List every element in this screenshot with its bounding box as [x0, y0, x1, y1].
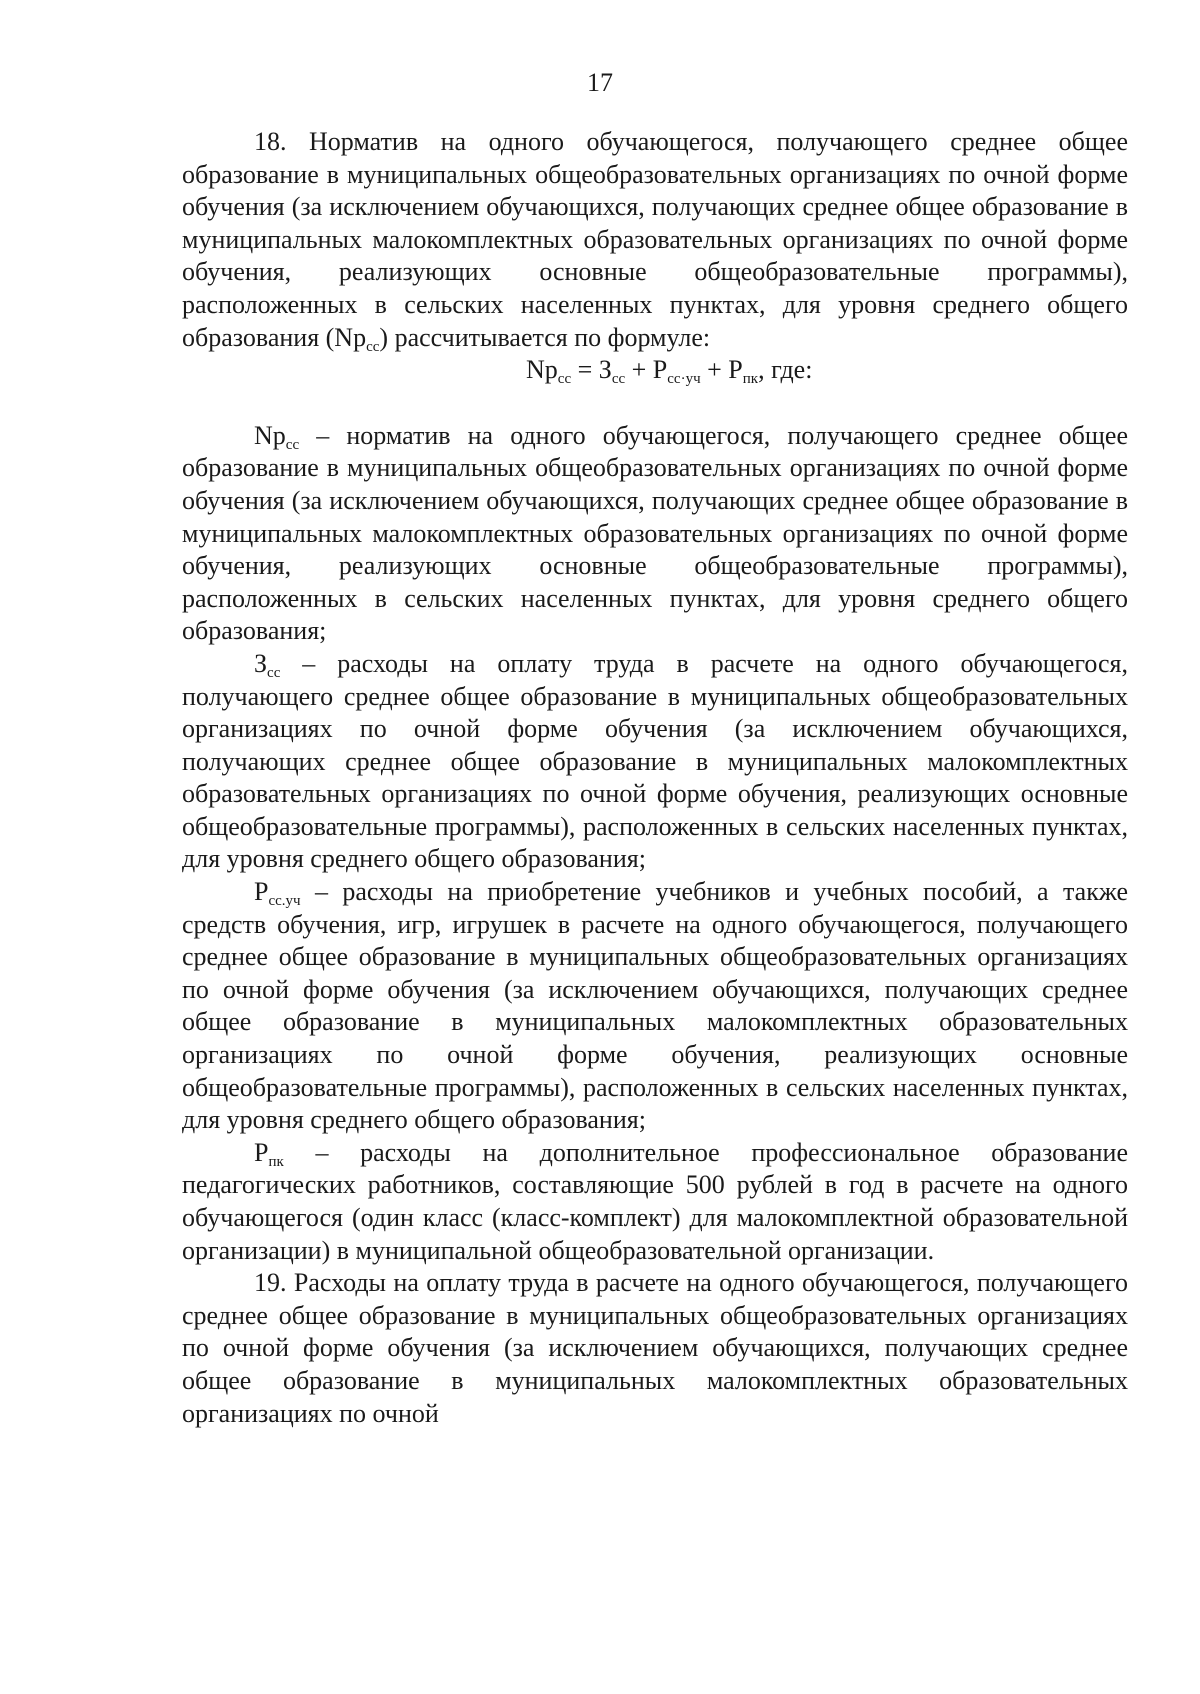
definition-subscript: сс [285, 436, 300, 453]
definition-subscript: пк [268, 1153, 284, 1170]
definition-symbol: Р [254, 877, 269, 907]
paragraph-18-text: 18. Норматив на одного обучающегося, получающего среднее общее образование в муниципальных общеобразовательных организациях по очной форме обучения (за исключением обучающихся, получающих среднее общее образование в муниципальных малокомплектных образовательных организациях по очной форме обучения, реализующих основные общеобразовательные программы), расположенных в сельских населенных пунктах, для уровня среднего общего образования (Np [182, 127, 1128, 352]
definition-np [182, 420, 1128, 648]
definition-text: – норматив на одного обучающегося, получающего среднее общее образование в муниципальных общеобразовательных организациях по очной форме обучения (за исключением обучающихся, получающих среднее общее образование в муниципальных малокомплектных образовательных организациях по очной форме обучения, реализующих основные общеобразовательные программы), расположенных в сельских населенных пунктах, для уровня среднего общего образования; [182, 420, 1128, 646]
formula [182, 354, 1128, 387]
definition-text: – расходы на оплату труда в расчете на одного обучающегося, получающего среднее общее образование в муниципальных общеобразовательных организациях по очной форме обучения (за исключением обучающихся, получающих среднее общее образование в муниципальных малокомплектных образовательных организациях по очной форме обучения, реализующих основные общеобразовательные программы), расположенных в сельских населенных пунктах, для уровня среднего общего образования; [182, 648, 1128, 874]
formula-subscript: сс [611, 371, 626, 388]
definition-text: – расходы на приобретение учебников и учебных пособий, а также средств обучения, игр, игрушек в расчете на одного обучающегося, получающего среднее общее образование в муниципальных общеобразовательных организациях по очной форме обучения (за исключением обучающихся, получающих среднее общее образование в муниципальных малокомплектных образовательных организациях по очной форме обучения, реализующих основные общеобразовательные программы), расположенных в сельских населенных пунктах, для уровня среднего общего образования; [182, 877, 1128, 1135]
paragraph-19: 19. Расходы на оплату труда в расчете на одного обучающегося, получающего среднее общее образование в муниципальных общеобразовательных организациях по очной форме обучения (за исключением обучающихся, получающих среднее общее образование в муниципальных малокомплектных образовательных организациях по очной [182, 1268, 1128, 1428]
definition-subscript: сс.уч [268, 893, 301, 910]
formula-term: + Р [700, 355, 743, 385]
definition-pk [182, 1137, 1128, 1267]
definition-r [182, 876, 1128, 1137]
formula-term: , где: [758, 355, 813, 385]
formula-subscript: сс [557, 371, 572, 388]
formula-subscript: сс·уч [667, 371, 701, 388]
document-body [182, 126, 1128, 1430]
definition-subscript: сс [267, 664, 281, 681]
definition-z [182, 648, 1128, 876]
definition-symbol: З [254, 648, 268, 678]
spacer [182, 387, 1128, 420]
definition-text: – расходы на дополнительное профессиональное образование педагогических работников, составляющие 500 рублей в год в расчете на одного обучающегося (один класс (класс-комплект) для малокомплектной образовательной организации) в муниципальной общеобразовательной организации. [182, 1137, 1128, 1265]
formula-term: + Р [625, 355, 668, 385]
paragraph-18 [182, 126, 1128, 354]
page-number: 17 [587, 68, 613, 97]
paragraph-18-subscript: сс [366, 338, 380, 355]
formula-term: Np [526, 355, 558, 385]
formula-subscript: пк [742, 371, 759, 388]
definition-symbol: Р [254, 1137, 269, 1167]
paragraph-18-text-end: ) рассчитывается по формуле: [379, 322, 711, 352]
definition-symbol: Np [254, 420, 286, 450]
formula-term: = З [571, 355, 612, 385]
